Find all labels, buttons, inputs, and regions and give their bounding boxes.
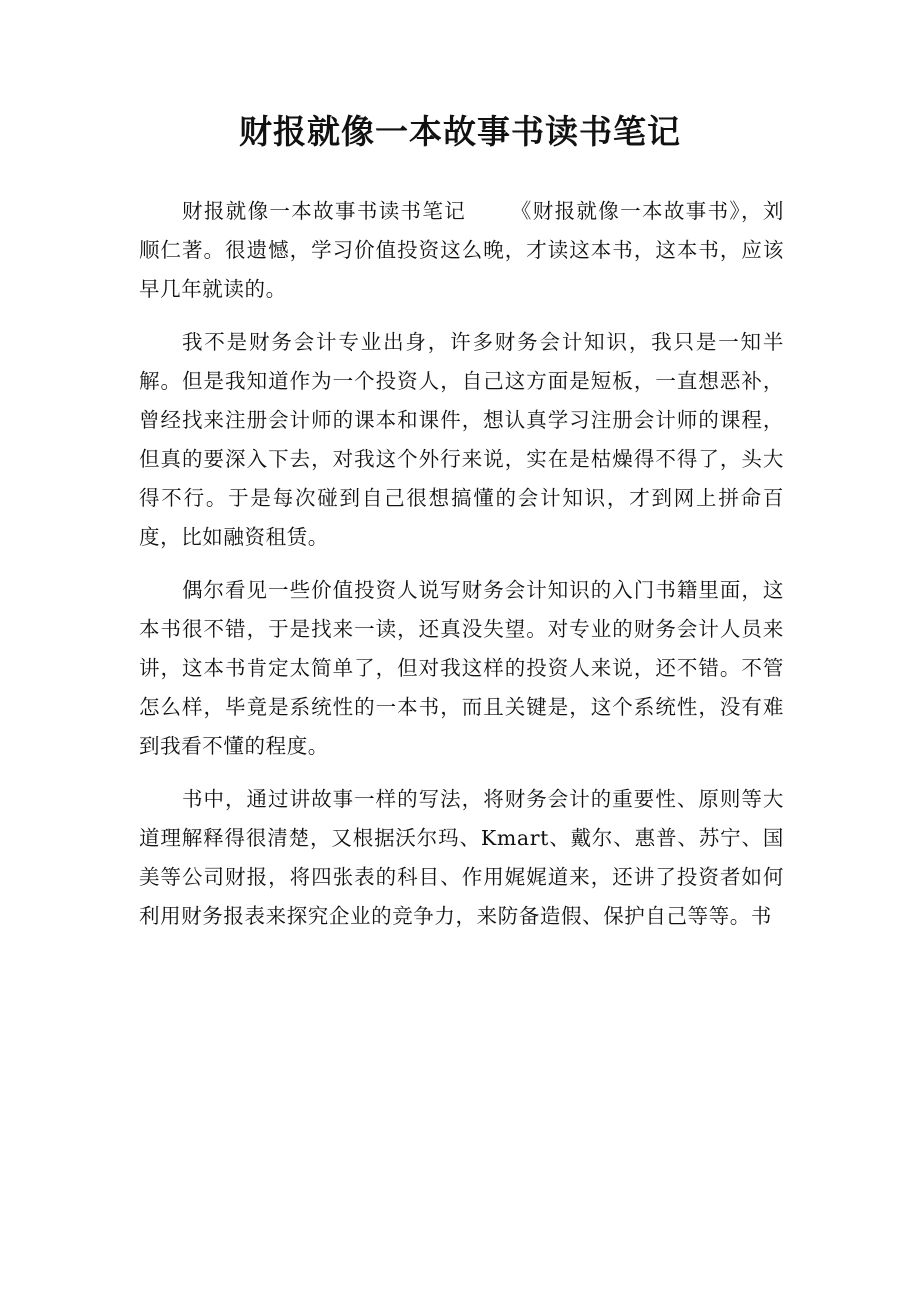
paragraph-1 (139, 192, 784, 309)
paragraph-2: 我不是财务会计专业出身，许多财务会计知识，我只是一知半解。但是我知道作为一个投资人，自己这方面是短板，一直想恶补，曾经找来注册会计师的课本和课件，想认真学习注册会计师的课程，但真的要深入下去，对我这个外行来说，实在是枯燥得不得了，头大得不行。于是每次碰到自己很想搞懂的会计知识，才到网上拼命百度，比如融资租赁。 (139, 330, 784, 549)
paragraph-3: 偶尔看见一些价值投资人说写财务会计知识的入门书籍里面，这本书很不错，于是找来一读，还真没失望。对专业的财务会计人员来讲，这本书肯定太简单了，但对我这样的投资人来说，还不错。不管怎么样，毕竟是系统性的一本书，而且关键是，这个系统性，没有难到我看不懂的程度。 (139, 578, 784, 758)
paragraph-1-text: 《财报就像一本故事书》，刘顺仁著。很遗憾，学习价值投资这么晚，才读这本书，这本书，应该早几年就读的。 (139, 199, 784, 301)
document-title: 财报就像一本故事书读书笔记 (239, 112, 681, 151)
paragraph-4: 书中，通过讲故事一样的写法，将财务会计的重要性、原则等大道理解释得很清楚，又根据沃尔玛、Kmart、戴尔、惠普、苏宁、国美等公司财报，将四张表的科目、作用娓娓道来，还讲了投资者如何利用财务报表来探究企业的竞争力，来防备造假、保护自己等等。书 (139, 787, 784, 928)
paragraph-1-lead: 财报就像一本故事书读书笔记 (182, 199, 467, 223)
document-body (139, 192, 784, 950)
